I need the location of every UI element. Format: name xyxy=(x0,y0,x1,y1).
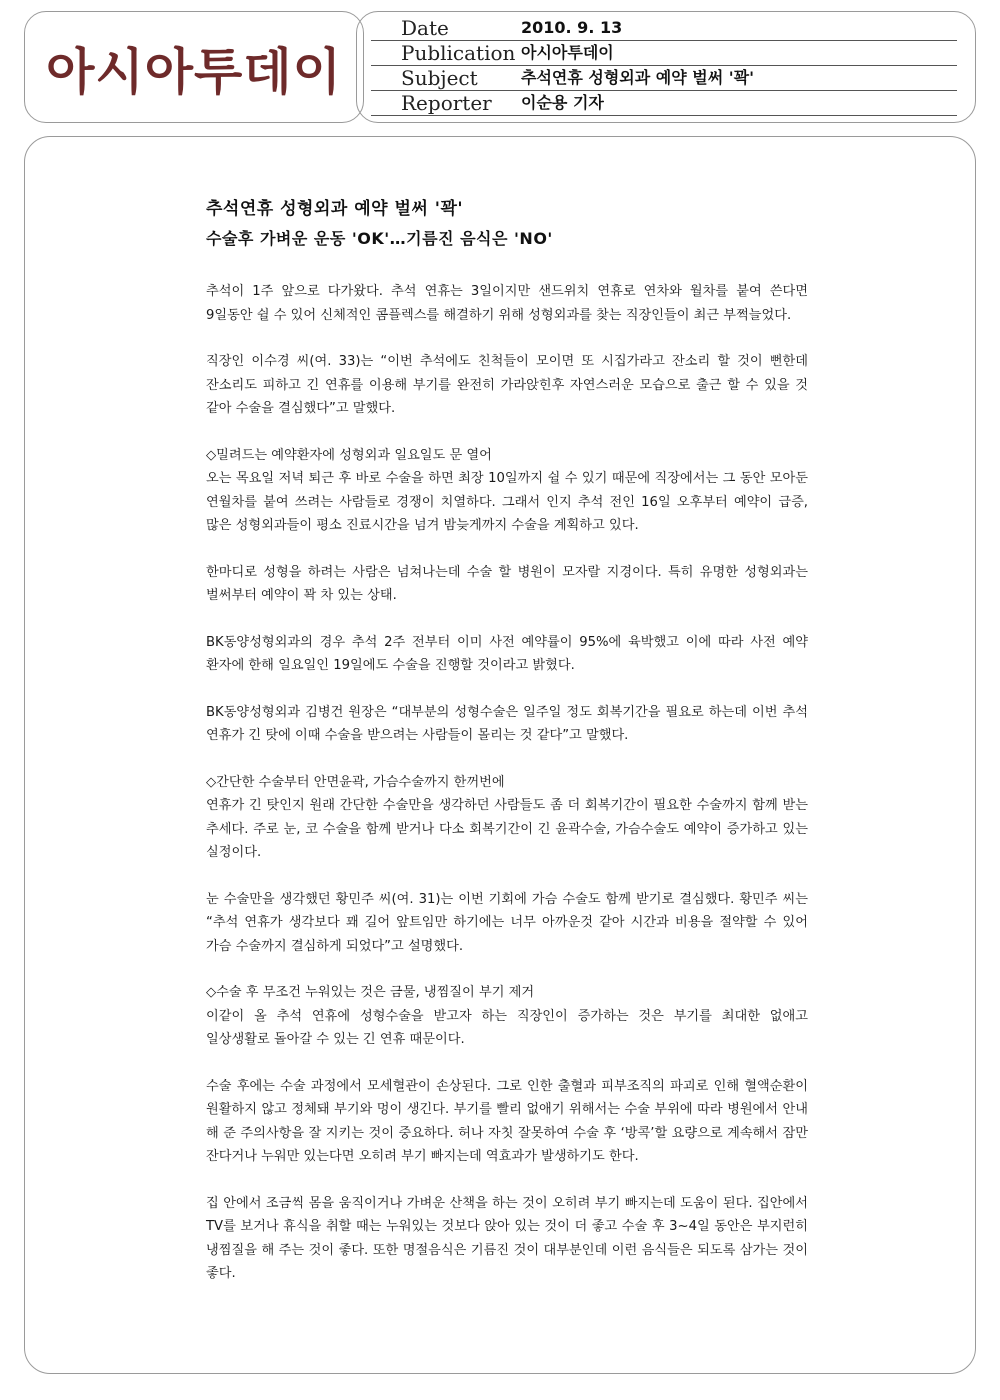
article-body xyxy=(206,280,808,1286)
meta-row-reporter xyxy=(371,91,957,116)
paragraph-5: BK동양성형외과의 경우 추석 2주 전부터 이미 사전 예약률이 95%에 육박했고 이에 따라 사전 예약 환자에 한해 일요일인 19일에도 수술을 진행할 것이라고 밝혔다. xyxy=(206,634,808,673)
paragraph-9: 이같이 올 추석 연휴에 성형수술을 받고자 하는 직장인이 증가하는 것은 부기를 최대한 없애고 일상생활로 돌아갈 수 있는 긴 연휴 때문이다. xyxy=(206,1008,808,1047)
reporter-value: 이순용 기자 xyxy=(521,93,604,112)
article-headline: 추석연휴 성형외과 예약 벌써 '꽉' xyxy=(206,199,464,219)
paragraph-3: 오는 목요일 저녁 퇴근 후 바로 수술을 하면 최장 10일까지 쉴 수 있기 때문에 직장에서는 그 동안 모아둔 연월차를 붙여 쓰려는 사람들로 경쟁이 치열하다. 그래서 인지 추석 전인 16일 오후부터 예약이 급증, 많은 성형외과들이 평소 진료시간을 넘겨 밤늦게까지 수술을 계획하고 있다. xyxy=(206,471,808,533)
publication-logo: 아시아투데이 xyxy=(46,43,342,101)
paragraph-10: 수술 후에는 수술 과정에서 모세혈관이 손상된다. 그로 인한 출혈과 피부조직의 파괴로 인해 혈액순환이 원활하지 않고 정체돼 부기와 멍이 생긴다. 부기를 빨리 없애기 위해서는 수술 부위에 따라 병원에서 안내 해 준 주의사항을 잘 지키는 것이 중요하다. 허나 자칫 잘못하여 수술 후 ‘방콕’할 요량으로 계속해서 잠만 잔다거나 누워만 있는다면 오히려 부기 빠지는데 역효과가 발생하기도 한다. xyxy=(206,1078,808,1164)
publication-value: 아시아투데이 xyxy=(521,43,614,62)
section-heading-1: ◇밀려드는 예약환자에 성형외과 일요일도 문 열어 xyxy=(206,447,492,463)
subject-label: Subject xyxy=(401,66,478,90)
meta-row-date xyxy=(371,16,957,41)
meta-row-publication xyxy=(371,41,957,66)
paragraph-7: 연휴가 긴 탓인지 원래 간단한 수술만을 생각하던 사람들도 좀 더 회복기간이 필요한 수술까지 함께 받는 추세다. 주로 눈, 코 수술을 함께 받거나 다소 회복기간이 긴 윤곽수술, 가슴수술도 예약이 증가하고 있는 실정이다. xyxy=(206,798,808,860)
section-heading-3: ◇수술 후 무조건 누워있는 것은 금물, 냉찜질이 부기 제거 xyxy=(206,985,535,1000)
section-heading-2: ◇간단한 수술부터 안면윤곽, 가슴수술까지 한꺼번에 xyxy=(206,774,505,790)
publication-label: Publication xyxy=(401,41,516,65)
article-metadata-box xyxy=(356,11,976,123)
article xyxy=(206,196,808,1286)
paragraph-2: 직장인 이수경 씨(여. 33)는 “이번 추석에도 친척들이 모이면 또 시집가라고 잔소리 할 것이 뻔한데 잔소리도 피하고 긴 연휴를 이용해 부기를 완전히 가라앉힌후 자연스러운 모습으로 출근 할 수 있을 것 같아 수술을 결심했다”고 말했다. xyxy=(206,354,808,416)
paragraph-6: BK동양성형외과 김병건 원장은 “대부분의 성형수술은 일주일 정도 회복기간을 필요로 하는데 이번 추석 연휴가 긴 탓에 이때 수술을 받으려는 사람들이 몰리는 것 같다”고 말했다. xyxy=(206,704,808,743)
date-label: Date xyxy=(401,16,449,40)
paragraph-4: 한마디로 성형을 하려는 사람은 넘쳐나는데 수술 할 병원이 모자랄 지경이다. 특히 유명한 성형외과는 벌써부터 예약이 꽉 차 있는 상태. xyxy=(206,564,808,603)
paragraph-8: 눈 수술만을 생각했던 황민주 씨(여. 31)는 이번 기회에 가슴 수술도 함께 받기로 결심했다. 황민주 씨는 “추석 연휴가 생각보다 꽤 길어 앞트임만 하기에는 너무 아까운것 같아 시간과 비용을 절약할 수 있어 가슴 수술까지 결심하게 되었다”고 설명했다. xyxy=(206,891,808,954)
subject-value: 추석연휴 성형외과 예약 벌써 '꽉' xyxy=(521,68,755,87)
reporter-label: Reporter xyxy=(401,91,492,115)
date-value: 2010. 9. 13 xyxy=(521,18,623,37)
masthead-logo-box xyxy=(24,11,364,123)
paragraph-11: 집 안에서 조금씩 몸을 움직이거나 가벼운 산책을 하는 것이 오히려 부기 빠지는데 도움이 된다. 집안에서 TV를 보거나 휴식을 취할 때는 누워있는 것보다 앉아 있는 것이 더 좋고 수술 후 3~4일 동안은 부지런히 냉찜질을 해 주는 것이 좋다. 또한 명절음식은 기름진 것이 대부분인데 이런 음식들은 되도록 삼가는 것이 좋다. xyxy=(206,1195,808,1281)
meta-row-subject xyxy=(371,66,957,91)
paragraph-1: 추석이 1주 앞으로 다가왔다. 추석 연휴는 3일이지만 샌드위치 연휴로 연차와 월차를 붙여 쓴다면 9일동안 쉴 수 있어 신체적인 콤플렉스를 해결하기 위해 성형외과를 찾는 직장인들이 최근 부쩍늘었다. xyxy=(206,284,808,323)
article-subheadline: 수술후 가벼운 운동 'OK'…기름진 음식은 'NO' xyxy=(206,229,553,248)
